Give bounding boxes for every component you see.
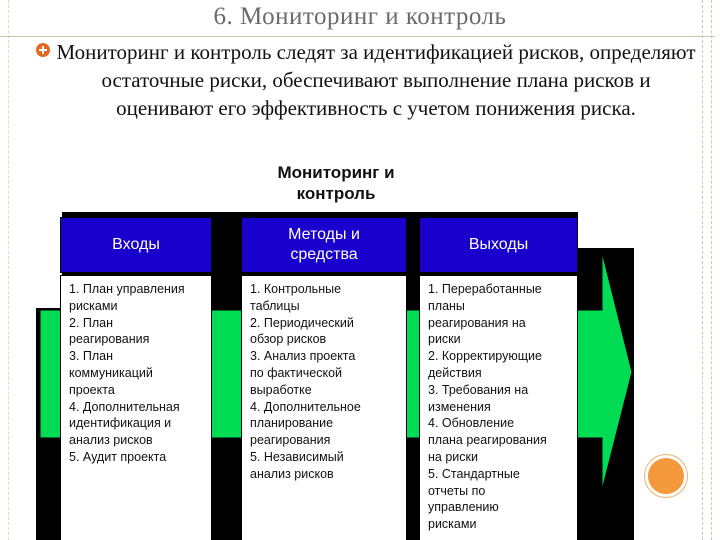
methods-list: 1. Контрольные таблицы 2. Периодический обзор рисков 3. Анализ проекта по фактической выработке 4. Дополнительное планирование реагирования 5. Независимый анализ рисков [241, 275, 407, 540]
diagram-title: Мониторинг и контроль [277, 163, 395, 203]
process-diagram [36, 160, 634, 540]
outputs-list: 1. Переработанные планы реагирования на риски 2. Корректирующие действия 3. Требования на изменения 4. Обновление плана реагирования на риски 5. Стандартные отчеты по управлению рисками [419, 275, 578, 540]
methods-header: Методы и средства [241, 217, 407, 273]
title-divider [0, 36, 715, 37]
diagram-white-upper-right [578, 212, 634, 248]
slide-title: 6. Мониторинг и контроль [213, 3, 507, 30]
bullet-text: Мониторинг и контроль следят за идентификацией рисков, определяют остаточные риски, обеспечивают выполнение плана рисков и оценивают его эффективность с учетом понижения риска. [56, 40, 696, 120]
slide-frame-left [8, 0, 17, 540]
slide-frame-right [702, 0, 712, 540]
outputs-header: Выходы [419, 217, 578, 273]
inputs-list: 1. План управления рисками 2. План реагирования 3. План коммуникаций проекта 4. Дополнительная идентификация и анализ рисков 5. Аудит проекта [60, 275, 212, 540]
inputs-header: Входы [60, 217, 212, 273]
diagram-white-lower-left [36, 212, 62, 308]
bullet-plus-icon [36, 43, 50, 57]
decorative-orange-circle [645, 455, 687, 497]
